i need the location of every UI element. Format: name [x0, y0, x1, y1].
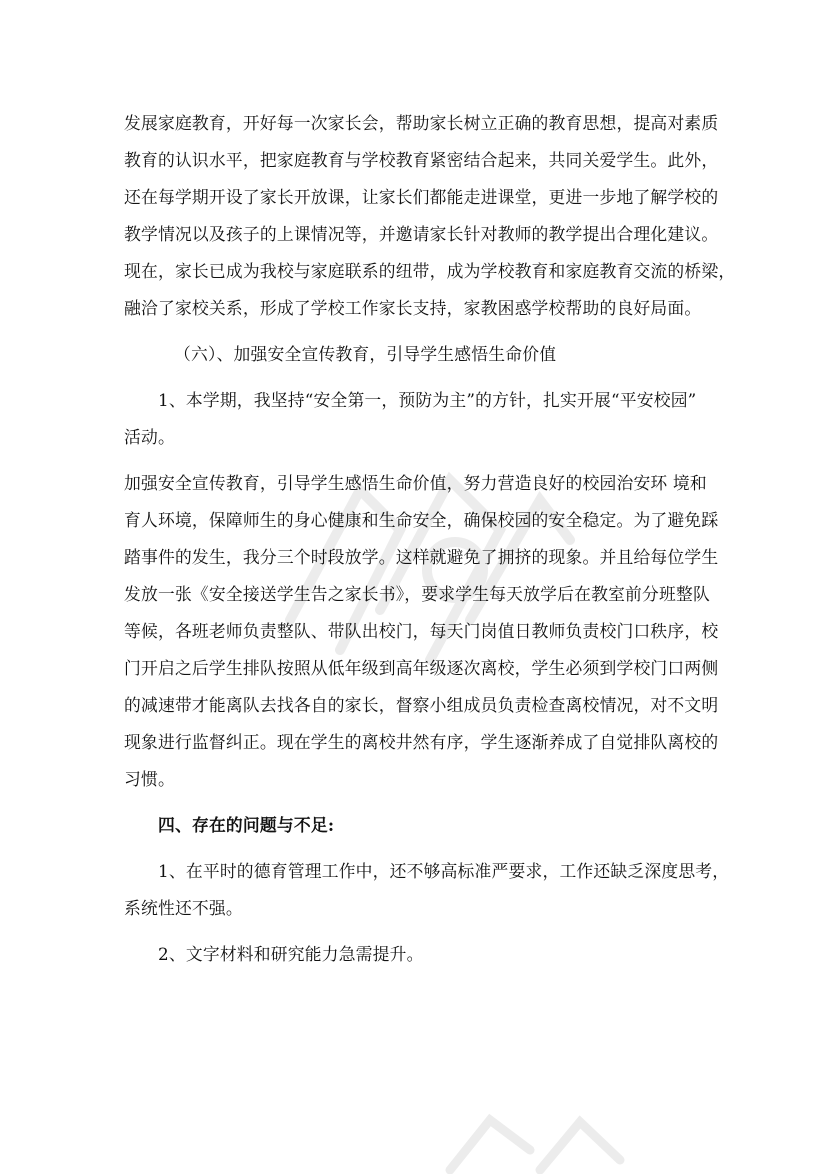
text-line: 教学情况以及孩子的上课情况等，并邀请家长针对教师的教学提出合理化建议。	[124, 224, 719, 244]
document-body	[124, 105, 736, 973]
paragraph-home-education	[124, 105, 736, 327]
text-line: 育人环境，保障师生的身心健康和生命安全，确保校园的安全稳定。为了避免踩	[124, 510, 719, 530]
text-line: 等候，各班老师负责整队、带队出校门，每天门岗值日教师负责校门口秩序，校	[124, 621, 719, 641]
paragraph-item-1	[124, 382, 714, 456]
section-six-heading: （六）、加强安全宣传教育，引导学生感悟生命价值	[174, 344, 557, 364]
paragraph-problem-1	[124, 853, 730, 927]
text-line: 活动。	[124, 427, 175, 447]
text-line: 还在每学期开设了家长开放课，让家长们都能走进课堂，更进一步地了解学校的	[124, 187, 719, 207]
text-line: 1、在平时的德育管理工作中，还不够高标准严要求，工作还缺乏深度思考，	[158, 861, 730, 881]
section-four-heading: 四、存在的问题与不足:	[158, 815, 335, 835]
text-line: 踏事件的发生，我分三个时段放学。这样就避免了拥挤的现象。并且给每位学生	[124, 547, 719, 567]
watermark-fragment	[430, 1110, 630, 1174]
paragraph-problem-2: 2、文字材料和研究能力急需提升。	[158, 944, 424, 964]
text-line: 1、本学期，我坚持“安全第一，预防为主”的方针，扎实开展“平安校园”	[158, 390, 697, 410]
text-line: 融洽了家校关系，形成了学校工作家长支持，家教困惑学校帮助的良好局面。	[124, 298, 702, 318]
text-line: 门开启之后学生排队按照从低年级到高年级逐次离校，学生必须到学校门口两侧	[124, 658, 719, 678]
text-line: 发放一张《安全接送学生告之家长书》，要求学生每天放学后在教室前分班整队	[124, 584, 710, 604]
text-line: 加强安全宣传教育，引导学生感悟生命价值，努力营造良好的校园治安环 境和	[124, 473, 707, 493]
text-line: 的减速带才能离队去找各自的家长，督察小组成员负责检查离校情况，对不文明	[124, 695, 719, 715]
paragraph-safety	[124, 465, 719, 798]
text-line: 发展家庭教育，开好每一次家长会，帮助家长树立正确的教育思想，提高对素质	[124, 113, 719, 133]
text-line: 习惯。	[124, 769, 175, 789]
text-line: 现象进行监督纠正。现在学生的离校井然有序，学生逐渐养成了自觉排队离校的	[124, 732, 719, 752]
text-line: 教育的认识水平，把家庭教育与学校教育紧密结合起来，共同关爱学生。此外，	[124, 150, 719, 170]
text-line: 现在，家长已成为我校与家庭联系的纽带，成为学校教育和家庭教育交流的桥梁，	[124, 261, 736, 281]
text-line: 系统性还不强。	[124, 898, 243, 918]
